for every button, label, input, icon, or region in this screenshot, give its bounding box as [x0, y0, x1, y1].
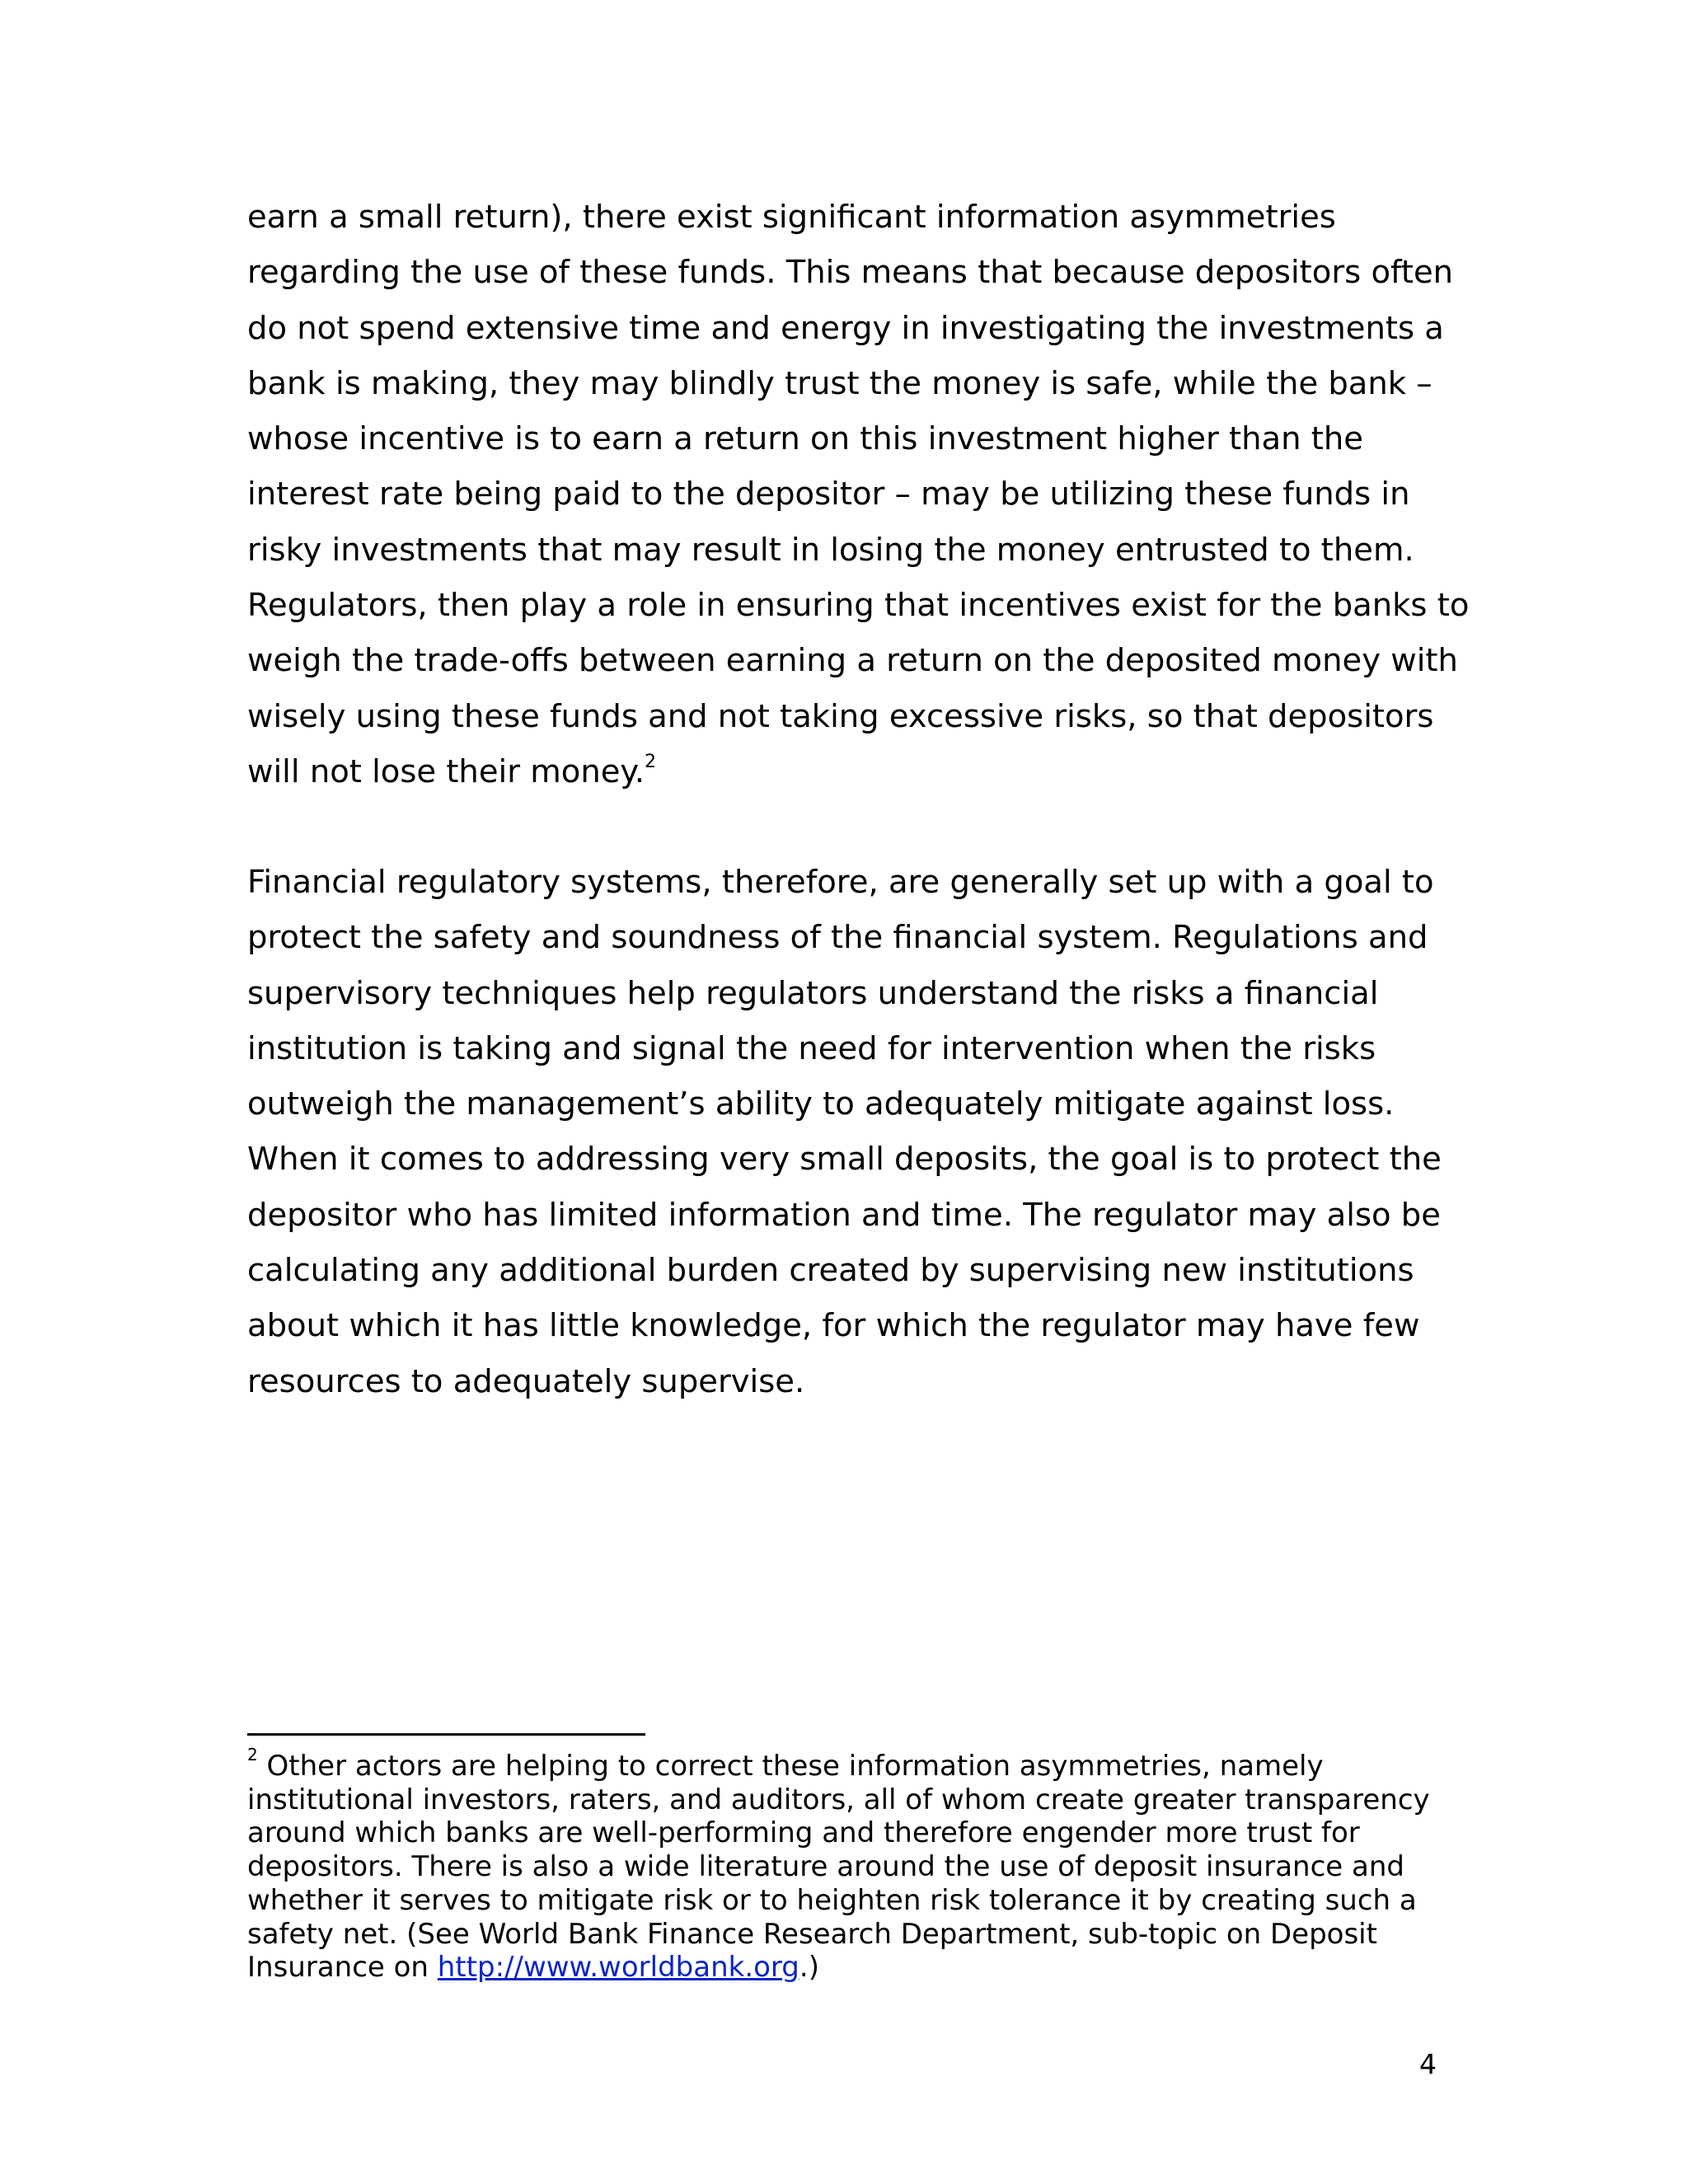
paragraph-line: risky investments that may result in losing the money entrusted to them. — [247, 531, 1414, 569]
footnote-line: depositors. There is also a wide literature around the use of deposit insurance and — [247, 1850, 1404, 1884]
footnote-line-text: Other actors are helping to correct these information asymmetries, namely — [257, 1750, 1324, 1783]
page-number: 4 — [1419, 2048, 1437, 2080]
body-paragraph-1 — [247, 190, 1470, 799]
body-paragraph-2 — [247, 855, 1442, 1409]
paragraph-line: do not spend extensive time and energy in investigating the investments a — [247, 309, 1444, 347]
footnote-marker: 2 — [247, 1744, 258, 1765]
footnote-line: institutional investors, raters, and auditors, all of whom create greater transparency — [247, 1783, 1430, 1816]
paragraph-line-last — [247, 744, 1438, 799]
footnote — [247, 1744, 1459, 1985]
paragraph-line: Regulators, then play a role in ensuring that incentives exist for the banks to — [247, 587, 1470, 625]
paragraph-line-text: will not lose their money. — [247, 752, 645, 790]
footnote-line-last — [247, 1951, 1459, 1985]
paragraph-line: regarding the use of these funds. This means that because depositors often — [247, 254, 1454, 292]
paragraph-line: wisely using these funds and not taking excessive risks, so that depositors — [247, 697, 1434, 735]
paragraph-line: protect the safety and soundness of the financial system. Regulations and — [247, 919, 1428, 957]
footnote-line-first — [247, 1744, 1459, 1783]
footnote-line-suffix: .) — [799, 1951, 819, 1985]
paragraph-line: calculating any additional burden created by supervising new institutions — [247, 1252, 1414, 1290]
paragraph-line: about which it has little knowledge, for which the regulator may have few — [247, 1307, 1420, 1345]
footnote-line: around which banks are well-performing and therefore engender more trust for — [247, 1816, 1360, 1850]
paragraph-line: outweigh the management’s ability to adequately mitigate against loss. — [247, 1085, 1395, 1123]
paragraph-line: When it comes to addressing very small deposits, the goal is to protect the — [247, 1141, 1442, 1179]
paragraph-line: resources to adequately supervise. — [247, 1362, 805, 1400]
footnote-line-prefix: Insurance on — [247, 1951, 438, 1985]
footnote-line: whether it serves to mitigate risk or to heighten risk tolerance it by creating such a — [247, 1883, 1417, 1917]
footnote-line: safety net. (See World Bank Finance Research Department, sub-topic on Deposit — [247, 1917, 1377, 1951]
paragraph-line: depositor who has limited information and time. The regulator may also be — [247, 1196, 1441, 1234]
footnote-reference-link[interactable]: 2 — [644, 752, 656, 773]
paragraph-line: bank is making, they may blindly trust the money is safe, while the bank – — [247, 364, 1432, 402]
footnote-separator-rule — [247, 1733, 645, 1736]
paragraph-line: whose incentive is to earn a return on this investment higher than the — [247, 420, 1363, 458]
paragraph-line: interest rate being paid to the depositor – may be utilizing these funds in — [247, 476, 1410, 513]
paragraph-line: earn a small return), there exist significant information asymmetries — [247, 199, 1336, 236]
paragraph-line: weigh the trade-offs between earning a return on the deposited money with — [247, 642, 1458, 680]
paragraph-line: institution is taking and signal the need for intervention when the risks — [247, 1029, 1376, 1067]
paragraph-line: supervisory techniques help regulators understand the risks a financial — [247, 974, 1379, 1012]
paragraph-line: Financial regulatory systems, therefore, are generally set up with a goal to — [247, 864, 1434, 901]
worldbank-link[interactable]: http://www.worldbank.org — [437, 1951, 799, 1985]
